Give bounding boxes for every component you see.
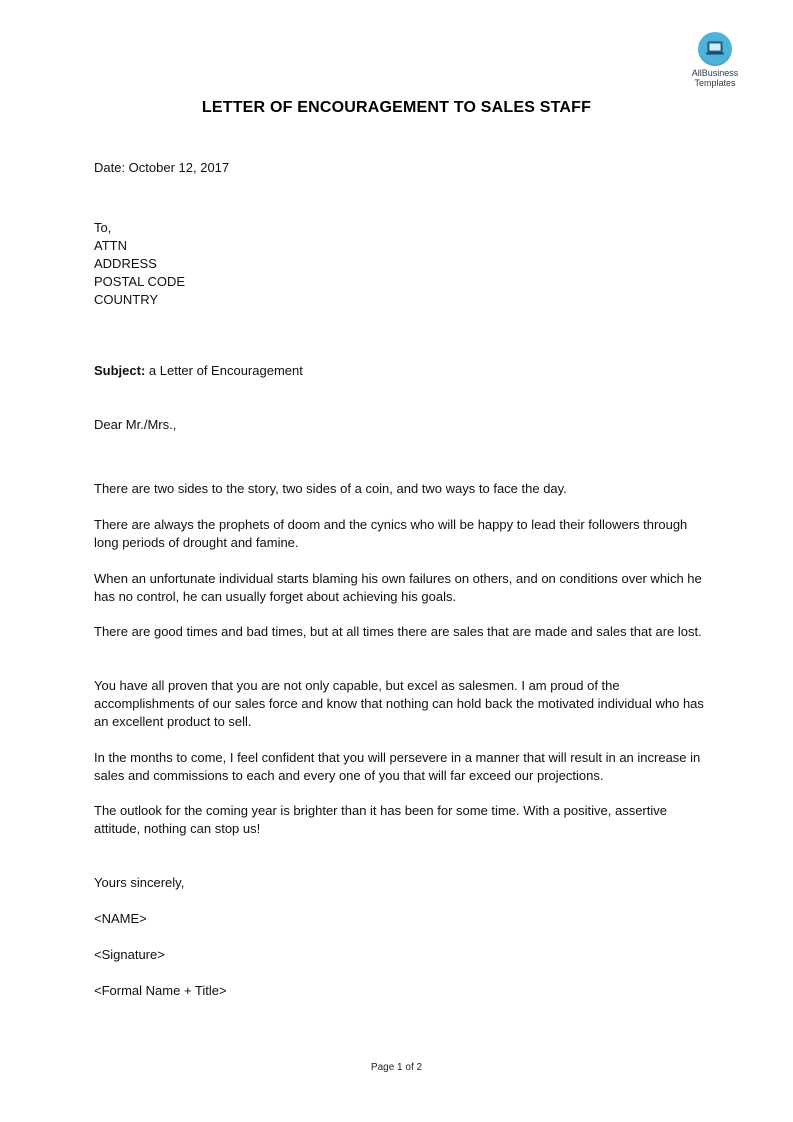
recipient-country: COUNTRY (94, 292, 159, 307)
logo-text-line1: AllBusiness (691, 68, 739, 78)
recipient-to: To, (94, 220, 112, 235)
logo-badge (698, 32, 732, 66)
paragraph-7: The outlook for the coming year is brighter than it has been for some time. With a positive, assertive attitude, nothing can stop us! (94, 803, 667, 836)
closing: Yours sincerely, (94, 875, 185, 890)
paragraph-2: There are always the prophets of doom and the cynics who will be happy to lead their followers through long periods of drought and famine. (94, 517, 688, 550)
recipient-address: ADDRESS (94, 256, 157, 271)
subject-line (94, 362, 303, 380)
sender-name: <NAME> (94, 911, 147, 926)
letter-title: LETTER OF ENCOURAGEMENT TO SALES STAFF (201, 99, 592, 116)
subject-text: a Letter of Encouragement (145, 363, 303, 378)
salutation: Dear Mr./Mrs., (94, 417, 177, 432)
sender-formal-name: <Formal Name + Title> (94, 983, 227, 998)
paragraph-3: When an unfortunate individual starts blaming his own failures on others, and on conditions over which he has no control, he can usually forget about achieving his goals. (94, 571, 702, 604)
page-number: Page 1 of 2 (370, 1062, 423, 1073)
paragraph-6: In the months to come, I feel confident that you will persevere in a manner that will result in an increase in sales and commissions to each and every one of you that will far exceed our projections. (94, 750, 701, 783)
subject-label: Subject: (94, 363, 146, 378)
sender-signature: <Signature> (94, 947, 165, 962)
paragraph-5: You have all proven that you are not only capable, but excel as salesmen. I am proud of the accomplishments of our sales force and know that nothing can hold back the motivated individual who has an excellent product to sell. (94, 678, 704, 729)
logo-text-line2: Templates (694, 78, 736, 88)
recipient-attn: ATTN (94, 238, 127, 253)
paragraph-4: There are good times and bad times, but at all times there are sales that are made and sales that are lost. (94, 624, 702, 639)
allbusiness-logo (680, 32, 750, 88)
letter-date: Date: October 12, 2017 (94, 160, 230, 175)
paragraph-1: There are two sides to the story, two sides of a coin, and two ways to face the day. (94, 481, 567, 496)
recipient-postal-code: POSTAL CODE (94, 274, 186, 289)
